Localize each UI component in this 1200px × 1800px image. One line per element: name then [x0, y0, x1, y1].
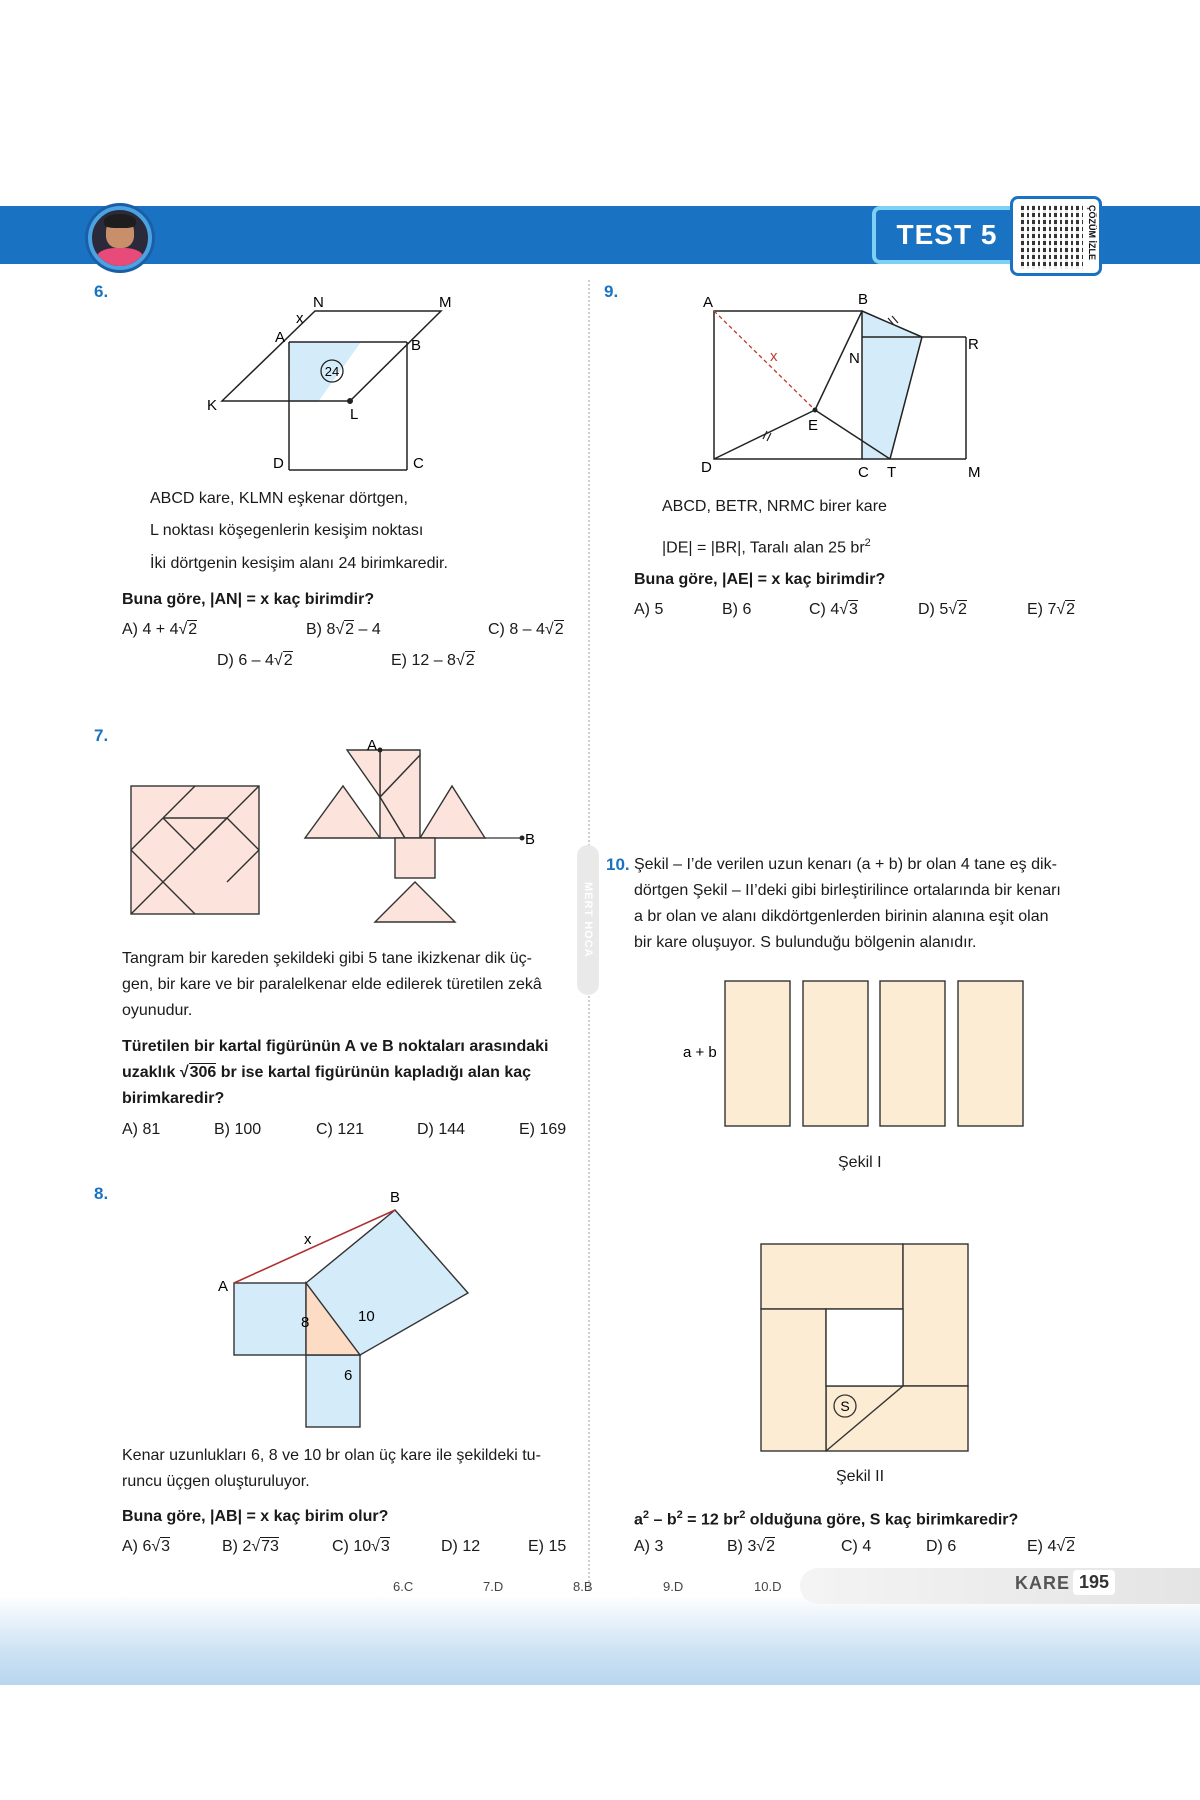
- q9-line1: ABCD, BETR, NRMC birer kare: [662, 498, 887, 515]
- rectangle-1: [725, 981, 790, 1126]
- q8-option-e[interactable]: E) 15: [528, 1538, 567, 1555]
- q7-question-line3: birimkaredir?: [122, 1090, 225, 1107]
- q6-line1: ABCD kare, KLMN eşkenar dörtgen,: [150, 490, 408, 507]
- question-7-figure: [125, 730, 545, 930]
- q6-line2: L noktası köşegenlerin kesişim noktası: [150, 522, 424, 539]
- watermark: MERT HOCA: [577, 845, 599, 995]
- answer-key-item: 6.C: [393, 1579, 414, 1594]
- q6-question: Buna göre, |AN| = x kaç birimdir?: [122, 591, 375, 608]
- q6-option-d[interactable]: D) 6 – 4√2: [217, 652, 293, 669]
- svg-text:x: x: [304, 1231, 312, 1248]
- answer-key-item: 10.D: [754, 1579, 782, 1594]
- q10-fig2-caption: Şekil II: [836, 1468, 885, 1485]
- svg-text:A: A: [218, 1278, 229, 1295]
- q9-option-c[interactable]: C) 4√3: [809, 601, 858, 618]
- svg-text:A: A: [703, 294, 714, 311]
- q8-intro1: Kenar uzunlukları 6, 8 ve 10 br olan üç kare ile şekildeki tu-: [122, 1447, 541, 1464]
- answer-key-item: 8.B: [573, 1579, 593, 1594]
- q10-line1: Şekil – I’de verilen uzun kenarı (a + b) br olan 4 tane eş dik-: [634, 856, 1057, 873]
- qr-code-icon[interactable]: [1010, 196, 1102, 276]
- svg-text:A: A: [275, 329, 286, 346]
- q10-figure-1: [670, 975, 1030, 1135]
- q10-option-e[interactable]: E) 4√2: [1027, 1538, 1076, 1555]
- q10-option-d[interactable]: D) 6: [926, 1538, 957, 1555]
- question-8-number: 8.: [94, 1184, 109, 1203]
- svg-text:M: M: [968, 464, 981, 480]
- svg-text:D: D: [273, 455, 284, 472]
- rect-left: [761, 1309, 826, 1451]
- footer-bar: [800, 1568, 1200, 1604]
- q10-line3: a br olan ve alanı dikdörtgenlerden birinin alanına eşit olan: [634, 908, 1049, 925]
- page-number: 195: [1073, 1570, 1115, 1595]
- answer-key-item: 7.D: [483, 1579, 504, 1594]
- q6-area-label: 24: [324, 364, 340, 379]
- q8-option-a[interactable]: A) 6√3: [122, 1538, 171, 1555]
- q6-option-a[interactable]: A) 4 + 4√2: [122, 621, 198, 638]
- svg-text:6: 6: [344, 1367, 353, 1384]
- q10-figure-2: [755, 1238, 970, 1453]
- q9-line2: |DE| = |BR|, Taralı alan 25 $br^2$: [662, 537, 871, 557]
- svg-text:10: 10: [358, 1308, 375, 1325]
- q6-option-c[interactable]: C) 8 – 4√2: [488, 621, 564, 638]
- q10-side-label: a + b: [683, 1044, 717, 1061]
- q10-line2: dörtgen Şekil – II’deki gibi birleştirilince ortalarında bir kenarı: [634, 882, 1061, 899]
- svg-text:x: x: [770, 348, 778, 365]
- svg-text:L: L: [350, 406, 359, 423]
- svg-text:D: D: [701, 459, 712, 476]
- square-8: [234, 1283, 306, 1355]
- q7-question-line1: Türetilen bir kartal figürünün A ve B noktaları arasındaki: [122, 1038, 549, 1055]
- brand-label: KARE: [1015, 1573, 1071, 1593]
- tangram-eagle: [305, 750, 485, 922]
- q7-intro2: gen, bir kare ve bir paralelkenar elde edilerek türetilen zekâ: [122, 976, 542, 993]
- svg-text:E: E: [808, 417, 819, 434]
- question-8-figure: [210, 1190, 480, 1435]
- test-title: TEST 5: [872, 206, 1022, 264]
- rect-right: [903, 1244, 968, 1386]
- question-9-figure: [690, 285, 990, 480]
- svg-text:N: N: [849, 350, 860, 367]
- q6-option-b[interactable]: B) 8√2 – 4: [306, 621, 381, 638]
- q9-option-b[interactable]: B) 6: [722, 601, 752, 618]
- svg-text:R: R: [968, 336, 979, 353]
- rectangle-4: [958, 981, 1023, 1126]
- svg-text:K: K: [207, 397, 218, 414]
- question-10-number: 10.: [606, 855, 630, 874]
- q9-option-e[interactable]: E) 7√2: [1027, 601, 1076, 618]
- q9-option-d[interactable]: D) 5√2: [918, 601, 967, 618]
- q7-option-c[interactable]: C) 121: [316, 1121, 365, 1138]
- svg-text:A: A: [367, 737, 378, 754]
- q7-intro1: Tangram bir kareden şekildeki gibi 5 tane ikizkenar dik üç-: [122, 950, 532, 967]
- author-avatar: [88, 206, 152, 270]
- question-6-figure: [195, 285, 495, 475]
- svg-text:B: B: [411, 337, 422, 354]
- q8-option-b[interactable]: B) 2√73: [222, 1538, 279, 1555]
- q7-option-e[interactable]: E) 169: [519, 1121, 567, 1138]
- q8-option-d[interactable]: D) 12: [441, 1538, 481, 1555]
- q6-option-e[interactable]: E) 12 – 8√2: [391, 652, 475, 669]
- q10-option-b[interactable]: B) 3√2: [727, 1538, 776, 1555]
- question-9-number: 9.: [604, 282, 619, 301]
- answer-key-item: 9.D: [663, 1579, 684, 1594]
- footer-gradient: [0, 1595, 1200, 1685]
- q10-option-a[interactable]: A) 3: [634, 1538, 664, 1555]
- region-s-label: S: [840, 1398, 850, 1414]
- rectangle-2: [803, 981, 868, 1126]
- rectangle-3: [880, 981, 945, 1126]
- q10-line4: bir kare oluşuyor. S bulunduğu bölgenin alanıdır.: [634, 934, 977, 951]
- svg-text:C: C: [858, 464, 869, 480]
- tangram-square: [131, 786, 259, 914]
- svg-text:T: T: [887, 464, 897, 480]
- q10-question: $a^2 - b^2 = 12$ $br^2$ olduğuna göre, S kaç birimkaredir?: [634, 1509, 1019, 1529]
- qr-label: ÇÖZÜM İZLE: [1087, 205, 1097, 260]
- square-6: [306, 1355, 360, 1427]
- question-6-number: 6.: [94, 282, 109, 301]
- svg-text:B: B: [525, 831, 536, 848]
- q9-option-a[interactable]: A) 5: [634, 601, 664, 618]
- q7-question-line2: uzaklık √306 br ise kartal figürünün kapladığı alan kaç: [122, 1064, 532, 1081]
- svg-text:8: 8: [301, 1314, 310, 1331]
- question-7-number: 7.: [94, 726, 109, 745]
- q7-option-a[interactable]: A) 81: [122, 1121, 161, 1138]
- q6-line3: İki dörtgenin kesişim alanı 24 birimkaredir.: [150, 555, 448, 572]
- svg-text:M: M: [439, 294, 452, 311]
- center-square: [826, 1309, 903, 1386]
- q8-option-c[interactable]: C) 10√3: [332, 1538, 390, 1555]
- q7-intro3: oyunudur.: [122, 1002, 193, 1019]
- q7-option-d[interactable]: D) 144: [417, 1121, 466, 1138]
- q9-question: Buna göre, |AE| = x kaç birimdir?: [634, 571, 886, 588]
- svg-text:x: x: [296, 310, 304, 327]
- svg-text:B: B: [390, 1190, 401, 1206]
- svg-text:B: B: [858, 291, 869, 308]
- q10-option-c[interactable]: C) 4: [841, 1538, 872, 1555]
- q7-option-b[interactable]: B) 100: [214, 1121, 262, 1138]
- svg-text:C: C: [413, 455, 424, 472]
- q8-question: Buna göre, |AB| = x kaç birim olur?: [122, 1508, 389, 1525]
- q10-fig1-caption: Şekil I: [838, 1154, 882, 1171]
- svg-text:N: N: [313, 294, 324, 311]
- q8-intro2: runcu üçgen oluşturuluyor.: [122, 1473, 310, 1490]
- rect-top: [761, 1244, 903, 1309]
